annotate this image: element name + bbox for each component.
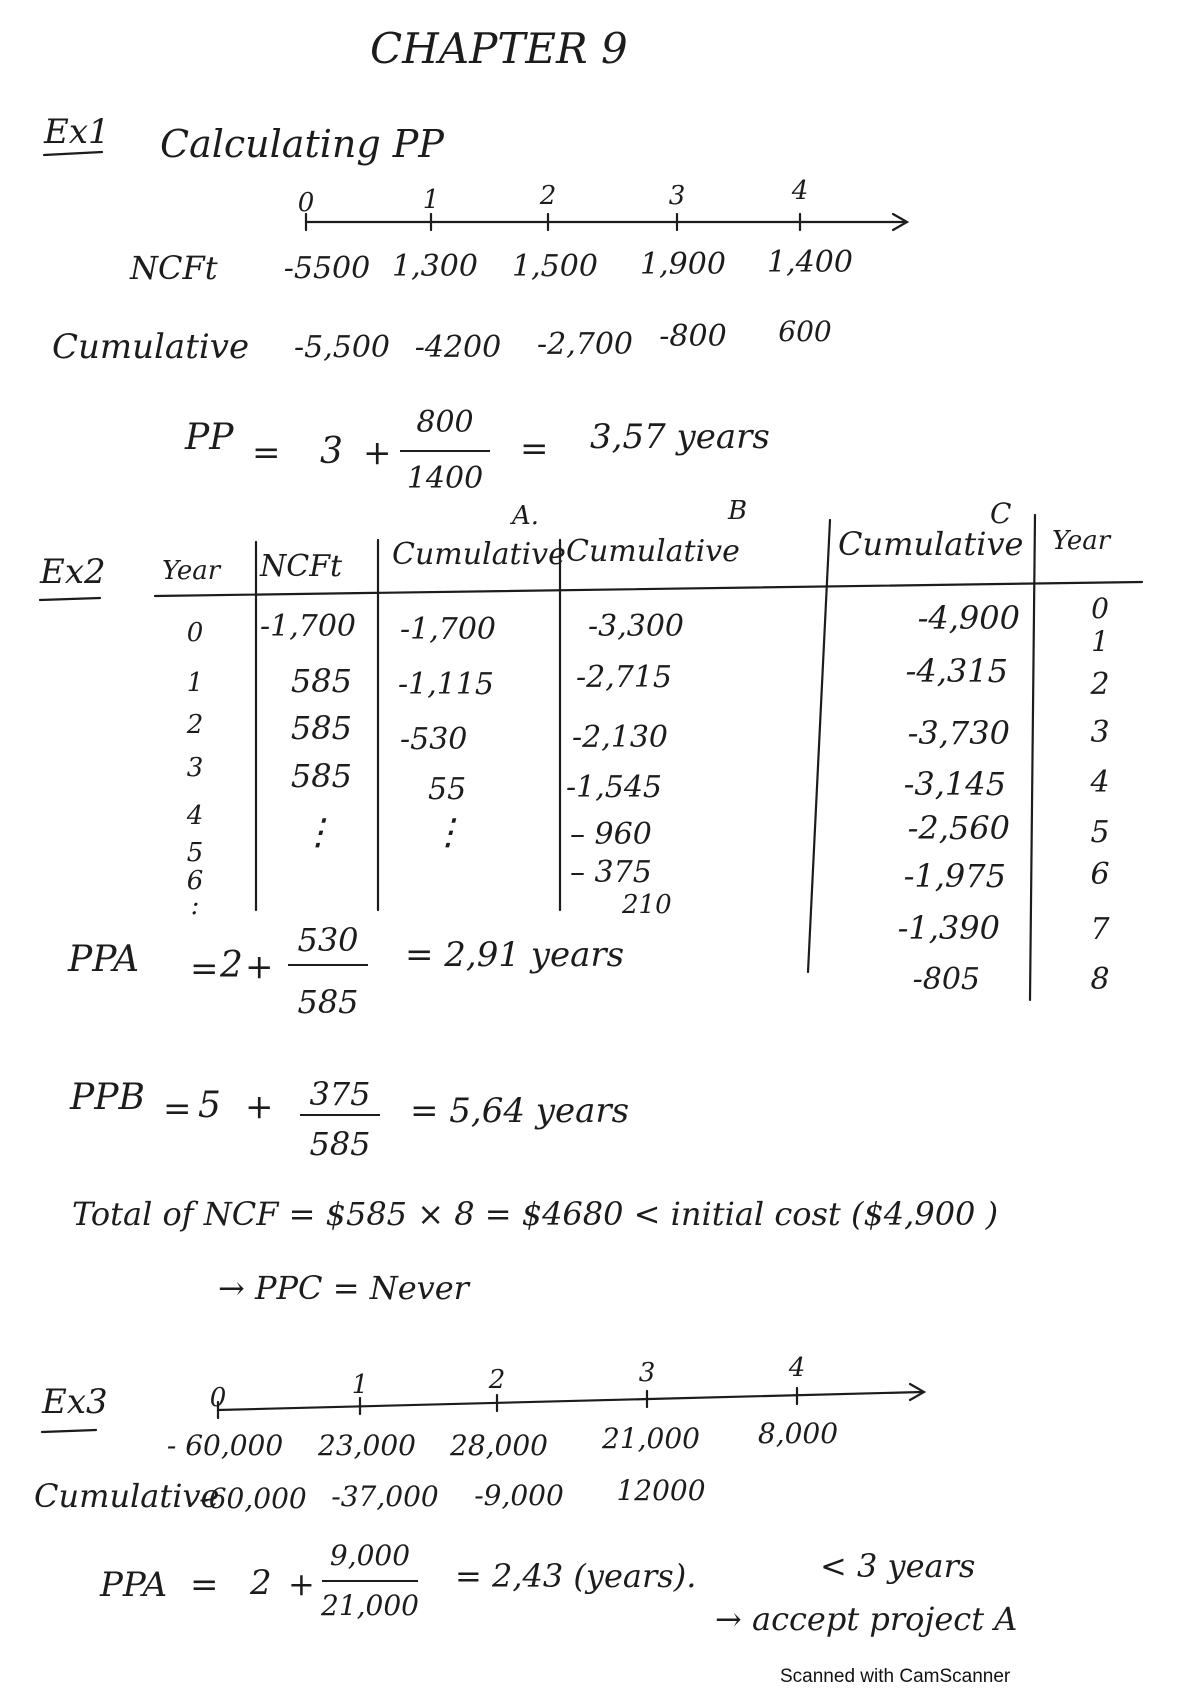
ex3-ncf-value: - 60,000 xyxy=(166,1429,284,1462)
ex2-ppa-fraction-bar xyxy=(288,964,368,966)
ex1-pp-label: PP xyxy=(185,417,234,458)
ex2-cum-a-value: -1,700 xyxy=(400,612,497,647)
ex2-year-c: 7 xyxy=(1090,912,1110,947)
ex3-pp-numerator: 9,000 xyxy=(329,1539,411,1572)
ex2-ppb-label: PPB xyxy=(70,1077,145,1118)
ex1-period: 3 xyxy=(668,181,686,211)
ex3-pp-compare: < 3 years xyxy=(820,1547,976,1585)
ex2-ncf-value: ⋮ xyxy=(300,812,336,853)
ex1-period: 1 xyxy=(422,185,440,215)
ex3-period: 3 xyxy=(638,1358,656,1388)
ex2-cum-c-value: -2,560 xyxy=(907,809,1010,847)
ex1-heading: Calculating PP xyxy=(160,122,444,166)
ex1-underline xyxy=(44,152,102,155)
ex2-sep-b xyxy=(808,520,830,972)
ex2-sep-c xyxy=(1030,515,1035,1000)
ex1-pp-result: 3,57 years xyxy=(590,417,770,457)
ex2-year-c: 1 xyxy=(1091,625,1109,658)
ex1-pp-fraction-bar xyxy=(400,450,490,452)
ex1-pp-plus: + xyxy=(363,433,392,473)
ex1-ncf-value: 1,900 xyxy=(640,247,726,282)
ex2-ppb-fraction-bar xyxy=(300,1114,380,1116)
ex2-year: 0 xyxy=(186,618,204,648)
ex3-cum-value: 12000 xyxy=(616,1474,706,1507)
ex1-pp-denominator: 1400 xyxy=(406,461,484,496)
ex3-cum-value: -37,000 xyxy=(331,1480,439,1513)
ex2-col-year-c: Year xyxy=(1052,526,1111,556)
ex2-ncf-value: 585 xyxy=(290,662,352,700)
ex2-cum-c-value: -1,390 xyxy=(897,909,1000,947)
ex2-ppb-plus: + xyxy=(245,1087,274,1127)
page-title: CHAPTER 9 xyxy=(370,24,628,73)
ex2-ppa-result: = 2,91 years xyxy=(405,935,625,975)
ex1-cum-value: -5,500 xyxy=(293,330,391,365)
ex2-year: 4 xyxy=(186,801,204,831)
ex2-year-c: 6 xyxy=(1090,857,1110,892)
ex2-label: Ex2 xyxy=(40,552,106,592)
ex3-pp-denominator: 21,000 xyxy=(321,1589,419,1622)
ex2-col-c-cum: Cumulative xyxy=(838,525,1024,563)
ex3-pp-plus: + xyxy=(288,1565,315,1603)
ex2-cum-c-value: -1,975 xyxy=(903,857,1006,895)
ex3-cum-value: -60,000 xyxy=(199,1482,307,1515)
ex3-cum-value: -9,000 xyxy=(474,1479,564,1512)
ex2-year: 6 xyxy=(186,866,204,896)
ex3-period: 4 xyxy=(788,1353,806,1383)
ex3-ncf-value: 23,000 xyxy=(318,1429,416,1462)
ex1-label: Ex1 xyxy=(44,112,110,152)
ex2-year-c: 5 xyxy=(1090,815,1110,850)
ex2-ppa-base: 2 xyxy=(220,945,243,986)
ex2-ppc-line: → PPC = Never xyxy=(218,1269,469,1307)
ex2-ppa-plus: + xyxy=(245,947,274,987)
ex2-col-b-cum: Cumulative xyxy=(566,534,740,569)
ex2-year: 1 xyxy=(186,668,204,698)
ex2-cum-b-value: -2,715 xyxy=(576,660,673,695)
ex2-ppb-eq: = xyxy=(163,1089,192,1129)
ex2-year: 2 xyxy=(186,710,204,740)
ex1-ncf-value: 1,300 xyxy=(392,249,478,284)
ex1-cumulative-label: Cumulative xyxy=(52,327,250,367)
ex2-cum-b-value: -1,545 xyxy=(566,770,663,805)
ex2-cum-a-value: -1,115 xyxy=(398,667,495,702)
ex2-ppb-denominator: 585 xyxy=(309,1125,371,1163)
ex3-ncf-value: 8,000 xyxy=(757,1417,839,1450)
ex3-cumulative-label: Cumulative xyxy=(34,1477,220,1515)
ex2-cum-a-value: 55 xyxy=(428,772,467,807)
ex1-pp-eq: = xyxy=(252,433,281,473)
ex1-ncf-value: 1,400 xyxy=(767,245,853,280)
ex2-cum-a-value: -530 xyxy=(400,722,468,757)
ex2-col-a-cum: Cumulative xyxy=(392,537,566,572)
ex1-cum-value: 600 xyxy=(778,315,832,348)
ex3-period: 1 xyxy=(351,1370,369,1400)
ex2-ncf-value: 585 xyxy=(290,709,352,747)
ex1-pp-numerator: 800 xyxy=(416,405,474,440)
ex3-ncf-value: 28,000 xyxy=(450,1429,548,1462)
ex3-pp-eq: = xyxy=(190,1565,219,1605)
ex1-cum-value: -2,700 xyxy=(536,327,634,362)
ex2-ncf-value: 585 xyxy=(290,757,352,795)
ex2-cum-c-value: -4,900 xyxy=(917,599,1020,637)
ex2-col-year: Year xyxy=(162,556,221,586)
ex2-year-c: 2 xyxy=(1090,667,1110,702)
ex3-underline xyxy=(42,1430,96,1432)
ex2-ppa-denominator: 585 xyxy=(297,983,359,1021)
ex1-pp-base: 3 xyxy=(320,431,343,472)
ex2-cum-b-value: – 960 xyxy=(570,817,652,852)
ex2-ncf-value: -1,700 xyxy=(259,609,356,644)
ex2-cum-c-value: -3,145 xyxy=(903,765,1006,803)
ex2-year-c: 3 xyxy=(1090,715,1110,750)
ex2-cum-c-value: -805 xyxy=(912,962,980,997)
ex2-ppa-label: PPA xyxy=(68,939,140,980)
ex1-pp-eq2: = xyxy=(520,429,549,469)
ex2-cum-b-value: 210 xyxy=(622,890,672,920)
ex2-year-c: 8 xyxy=(1090,962,1110,997)
ex3-pp-base: 2 xyxy=(250,1563,272,1603)
ex3-ncf-value: 21,000 xyxy=(602,1422,700,1455)
ex3-pp-result: = 2,43 (years). xyxy=(455,1557,697,1595)
ex2-ppb-numerator: 375 xyxy=(309,1075,371,1113)
ex2-year: 3 xyxy=(186,753,204,783)
ex2-ppa-numerator: 530 xyxy=(297,921,359,959)
ex2-col-ncf: NCFt xyxy=(260,549,343,584)
ex1-ncf-value: -5500 xyxy=(283,251,371,286)
ex3-timeline-axis xyxy=(218,1392,922,1410)
ex2-header-rule xyxy=(155,582,1142,596)
ex2-col-c-tag: C xyxy=(990,497,1012,530)
ex2-total-line: Total of NCF = $585 × 8 = $4680 < initial cost ($4,900 ) xyxy=(72,1195,999,1233)
ex2-col-a-tag: A. xyxy=(512,501,540,531)
ex3-label: Ex3 xyxy=(42,1382,108,1422)
ex2-year: : xyxy=(190,891,200,921)
ex2-cum-b-value: -2,130 xyxy=(572,720,669,755)
ex1-ncf-value: 1,500 xyxy=(512,249,598,284)
ex3-decision: → accept project A xyxy=(715,1600,1018,1638)
ex2-col-b-tag: B xyxy=(728,496,748,526)
ex1-period: 2 xyxy=(539,181,557,211)
ex2-cum-a-value: ⋮ xyxy=(430,812,466,853)
ex3-pp-label: PPA xyxy=(100,1565,168,1605)
ex1-period: 4 xyxy=(791,176,809,206)
camscanner-watermark: Scanned with CamScanner xyxy=(780,1666,1011,1687)
ex1-period: 0 xyxy=(297,188,315,218)
ex2-cum-b-value: -3,300 xyxy=(588,609,685,644)
ex2-cum-c-value: -4,315 xyxy=(905,652,1008,690)
ex2-cum-b-value: – 375 xyxy=(570,855,652,890)
ex2-cum-c-value: -3,730 xyxy=(907,714,1010,752)
ex2-year-c: 0 xyxy=(1091,592,1109,625)
ex3-period: 2 xyxy=(488,1365,506,1395)
ex2-ppb-base: 5 xyxy=(198,1085,221,1126)
ex1-cum-value: -4200 xyxy=(414,330,502,365)
ex3-pp-fraction-bar xyxy=(322,1580,418,1582)
ex2-year-c: 4 xyxy=(1090,765,1110,800)
ex2-underline xyxy=(40,598,100,600)
ex3-period: 0 xyxy=(209,1383,227,1413)
ex2-year: 5 xyxy=(186,838,204,868)
ex2-ppa-eq: = xyxy=(190,949,219,989)
ex1-ncf-label: NCFt xyxy=(130,249,218,287)
ex2-ppb-result: = 5,64 years xyxy=(410,1091,630,1131)
ex1-cum-value: -800 xyxy=(659,319,727,354)
